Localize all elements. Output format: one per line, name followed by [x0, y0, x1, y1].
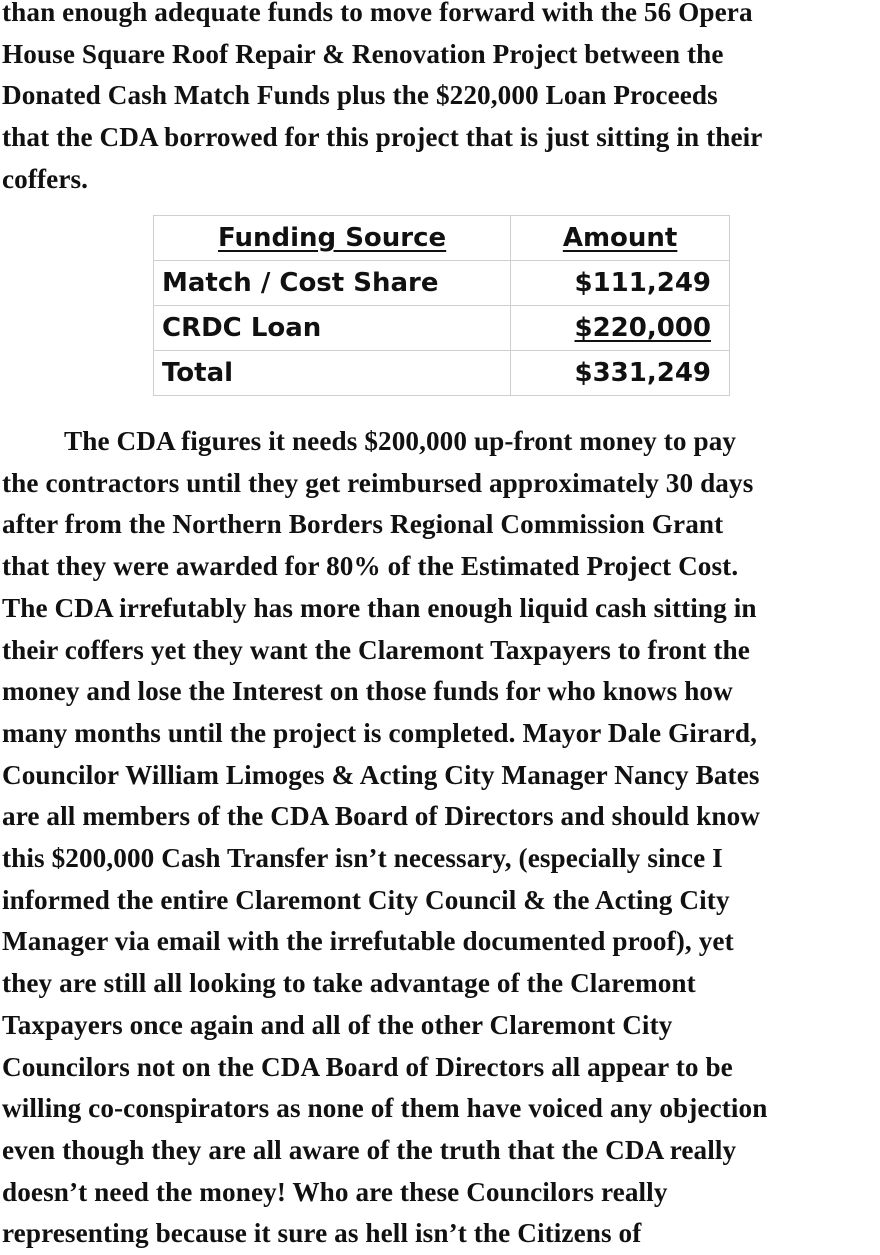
- text-line: that they were awarded for 80% of the Estimated Project Cost.: [2, 551, 739, 582]
- text-line: after from the Northern Borders Regional Commission Grant: [2, 509, 724, 540]
- text-line: Councilors not on the CDA Board of Directors all appear to be: [2, 1051, 733, 1082]
- table-row: [154, 351, 730, 396]
- text-line: Taxpayers once again and all of the other Claremont City: [2, 1009, 673, 1040]
- text-line: House Square Roof Repair & Renovation Project between the: [2, 38, 724, 69]
- table-row: [154, 261, 730, 306]
- table-row: [154, 306, 730, 351]
- text-line: The CDA figures it needs $200,000 up-front money to pay: [64, 426, 737, 456]
- row-source: Total: [154, 351, 511, 396]
- text-line: this $200,000 Cash Transfer isn’t necessary, (especially since I: [2, 843, 723, 874]
- text-line: many months until the project is completed. Mayor Dale Girard,: [2, 717, 758, 748]
- text-line: are all members of the CDA Board of Directors and should know: [2, 801, 761, 832]
- row-amount: [511, 306, 730, 351]
- text-line: coffers.: [2, 163, 89, 194]
- text-line: doesn’t need the money! Who are these Councilors really: [2, 1176, 668, 1207]
- text-line: The CDA irrefutably has more than enough liquid cash sitting in: [2, 592, 757, 623]
- row-amount-value: $220,000: [574, 313, 711, 343]
- paragraph-body: [2, 421, 880, 1255]
- text-line: than enough adequate funds to move forward with the 56 Opera: [2, 0, 753, 27]
- text-line: willing co-conspirators as none of them have voiced any objection: [2, 1093, 768, 1124]
- text-line: Councilor William Limoges & Acting City Manager Nancy Bates: [2, 759, 760, 790]
- text-line: the contractors until they get reimbursed approximately 30 days: [2, 467, 754, 498]
- text-line: that the CDA borrowed for this project that is just sitting in their: [2, 122, 763, 153]
- text-line: Manager via email with the irrefutable documented proof), yet: [2, 926, 734, 957]
- row-source: Match / Cost Share: [154, 261, 511, 306]
- table-header-row: [154, 216, 730, 261]
- row-amount: $331,249: [511, 351, 730, 396]
- text-line: representing because it sure as hell isn’t the Citizens of: [2, 1218, 642, 1249]
- row-source: CRDC Loan: [154, 306, 511, 351]
- text-line: even though they are all aware of the truth that the CDA really: [2, 1134, 737, 1165]
- header-amount: Amount: [511, 216, 730, 261]
- paragraph-intro: [2, 0, 880, 201]
- row-amount: $111,249: [511, 261, 730, 306]
- text-line: they are still all looking to take advantage of the Claremont: [2, 968, 696, 999]
- text-line: their coffers yet they want the Claremont Taxpayers to front the: [2, 634, 750, 665]
- funding-table: [153, 215, 730, 396]
- header-funding-source: Funding Source: [154, 216, 511, 261]
- text-line: Donated Cash Match Funds plus the $220,000 Loan Proceeds: [2, 80, 718, 111]
- text-line: money and lose the Interest on those funds for who knows how: [2, 676, 733, 707]
- text-line: informed the entire Claremont City Council & the Acting City: [2, 884, 730, 915]
